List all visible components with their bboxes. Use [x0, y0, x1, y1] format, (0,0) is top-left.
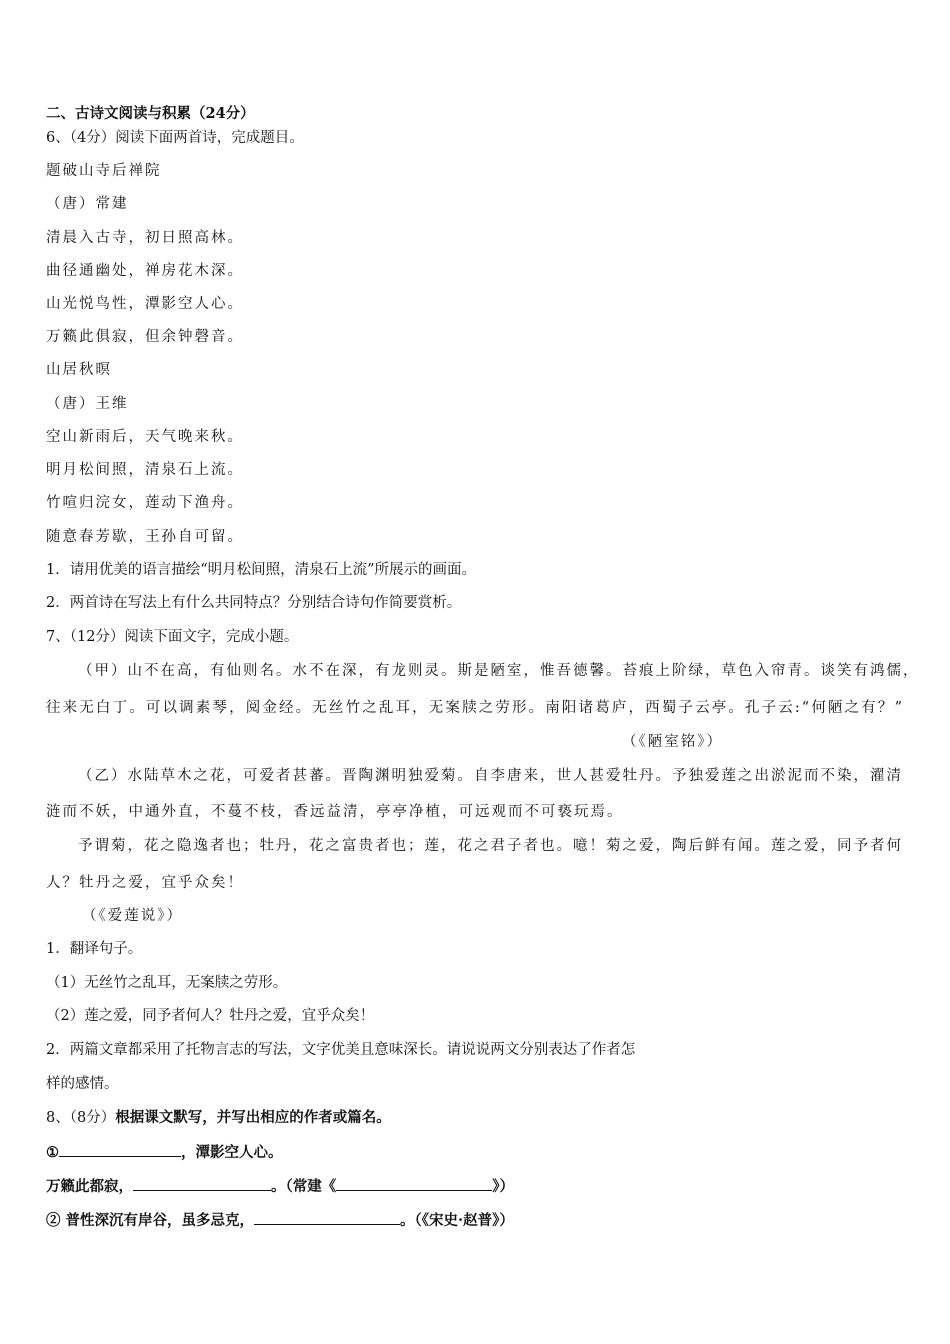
poem1-line: 曲径通幽处，禅房花木深。 — [46, 263, 244, 279]
poem2-line: 空山新雨后，天气晚来秋。 — [46, 429, 244, 445]
q7-item: 1．翻译句子。 — [46, 941, 143, 957]
poem2-author: （唐）王维 — [46, 396, 129, 412]
q8-line2-mid: 。（常建《 — [271, 1178, 337, 1195]
passage-a-source: （《陋室铭》） — [622, 734, 723, 750]
q6-header: 6、（4分）阅读下面两首诗，完成题目。 — [46, 130, 304, 146]
answer-blank[interactable] — [133, 1175, 271, 1191]
answer-blank[interactable] — [59, 1141, 181, 1157]
answer-blank[interactable] — [254, 1209, 400, 1225]
q7-item: （2）莲之爱，同予者何人？牡丹之爱，宜乎众矣！ — [46, 1008, 375, 1024]
q8-line3-before: ② 普性深沉有岸谷，虽多忌克， — [46, 1212, 255, 1229]
q8-header: 根据课文默写，并写出相应的作者或篇名。 — [115, 1109, 391, 1126]
poem2-line: 竹喧归浣女，莲动下渔舟。 — [46, 495, 244, 511]
passage-b-line: 人？牡丹之爱，宜乎众矣！ — [46, 875, 244, 891]
poem1-line: 万籁此俱寂，但余钟磬音。 — [46, 329, 244, 345]
q8-line-1 — [46, 1141, 283, 1163]
q8-line-3 — [46, 1209, 514, 1231]
poem1-title: 题破山寺后禅院 — [46, 163, 162, 179]
answer-blank[interactable] — [336, 1175, 492, 1191]
passage-b-line: （乙）水陆草木之花，可爱者甚蕃。晋陶渊明独爱菊。自李唐来，世人甚爱牡丹。予独爱莲之出淤泥而不染，濯清 — [78, 768, 903, 784]
section-title: 二、古诗文阅读与积累（24分） — [46, 105, 255, 122]
q6-item-1: 1．请用优美的语言描绘“明月松间照，清泉石上流”所展示的画面。 — [46, 562, 477, 578]
q8-line2-before: 万籁此都寂， — [46, 1178, 133, 1195]
q8-num-1: ① — [46, 1144, 59, 1161]
poem1-author: （唐）常建 — [46, 196, 129, 212]
poem2-title: 山居秋暝 — [46, 362, 112, 378]
poem1-line: 清晨入古寺，初日照高林。 — [46, 230, 244, 246]
q8-line2-after: 》） — [492, 1178, 514, 1195]
passage-a-line: 往来无白丁。可以调素琴，阅金经。无丝竹之乱耳，无案牍之劳形。南阳诸葛庐，西蜀子云亭。孔子云:“何陋之有？” — [46, 700, 904, 716]
poem2-line: 明月松间照，清泉石上流。 — [46, 462, 244, 478]
passage-b-line: 涟而不妖，中通外直，不蔓不枝，香远益清，亭亭净植，可远观而不可亵玩焉。 — [46, 804, 624, 820]
q8-line-2 — [46, 1175, 514, 1197]
q8-header-row — [46, 1108, 391, 1128]
q7-item: （1）无丝竹之乱耳，无案牍之劳形。 — [46, 975, 288, 991]
q7-header: 7、（12分）阅读下面文字，完成小题。 — [46, 629, 299, 645]
q8-line1-after: ，潭影空人心。 — [181, 1144, 283, 1161]
passage-b-line: 予谓菊，花之隐逸者也；牡丹，花之富贵者也；莲，花之君子者也。噫！菊之爱，陶后鲜有闻。莲之爱，同予者何 — [78, 838, 903, 854]
poem2-line: 随意春芳歇，王孙自可留。 — [46, 529, 244, 545]
q8-prefix: 8、（8分） — [46, 1110, 116, 1126]
poem1-line: 山光悦鸟性，潭影空人心。 — [46, 296, 244, 312]
q6-item-2: 2．两首诗在写法上有什么共同特点？分别结合诗句作简要赏析。 — [46, 595, 462, 611]
q8-line3-after: 。（《宋史·赵普》） — [400, 1212, 514, 1229]
passage-b-source: （《爱莲说》） — [82, 908, 183, 924]
q7-item: 样的感情。 — [46, 1076, 119, 1092]
q7-item: 2．两篇文章都采用了托物言志的写法，文字优美且意味深长。请说说两文分别表达了作者怎 — [46, 1042, 636, 1058]
passage-a-line: （甲）山不在高，有仙则名。水不在深，有龙则灵。斯是陋室，惟吾德馨。苔痕上阶绿，草色入帘青。谈笑有鸿儒， — [78, 663, 920, 679]
